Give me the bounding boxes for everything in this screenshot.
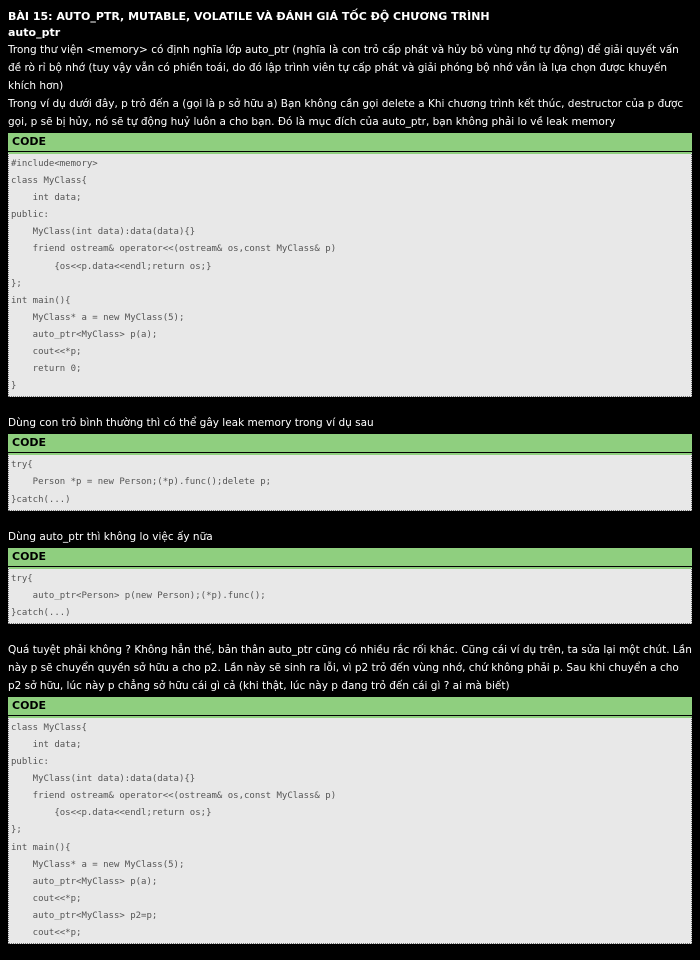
problem-paragraph: Quá tuyệt phải không ? Không hẳn thế, bản thân auto_ptr cũng có nhiều rắc rối khác. Cũng cái ví dụ trên, ta sửa lại một chút. Lần này p sẽ chuyển quyền sở hữu a cho p2. Lần này sẽ sinh ra lỗi, vì p2 trỏ đến vùng nhớ, chứ không phải p. Sau khi chuyển a cho p2 sở hữu, lúc này p chẳng sở hữu cái gì cả (khi thật, lúc này p đang trỏ đến cái gì ? ai mà biết) <box>8 643 692 692</box>
code-line: } <box>11 381 17 392</box>
code-line: Person *p = new Person;(*p).func();delete p; <box>11 477 272 488</box>
code-line: }catch(...) <box>11 494 71 505</box>
code-line: cout<<*p; <box>11 928 82 938</box>
code-block-1[interactable] <box>8 152 692 397</box>
code-line: MyClass* a = new MyClass(5); <box>11 859 185 870</box>
code-header: CODE <box>8 697 692 715</box>
intro-paragraph-2: Trong ví dụ dưới đây, p trỏ đến a (gọi là p sở hữu a) Bạn không cần gọi delete a Khi chương trình kết thúc, destructor của p được gọi, p sẽ bị hủy, nó sẽ tự động huỷ luôn a cho bạn. Đó là mục đích của auto_ptr, bạn không phải lo về leak memory <box>8 98 684 128</box>
code-header: CODE <box>8 434 692 452</box>
code-block-4[interactable] <box>8 716 692 944</box>
code-line: try{ <box>11 573 33 584</box>
code-line: }; <box>11 278 22 289</box>
code-line: #include<memory> <box>11 159 98 169</box>
code-line: friend ostream& operator<<(ostream& os,const MyClass& p) <box>11 791 337 802</box>
code-line: int main(){ <box>11 295 71 306</box>
code-line: return 0; <box>11 364 82 375</box>
section-heading: auto_ptr <box>8 26 61 39</box>
code-line: public: <box>11 210 49 221</box>
auto-ptr-paragraph: Dùng auto_ptr thì không lo việc ấy nữa <box>8 530 213 543</box>
code-line: try{ <box>11 460 33 471</box>
code-line: cout<<*p; <box>11 347 82 358</box>
leak-paragraph: Dùng con trỏ bình thường thì có thể gây leak memory trong ví dụ sau <box>8 417 374 430</box>
code-header: CODE <box>8 133 692 151</box>
intro-paragraph-1: Trong thư viện <memory> có định nghĩa lớp auto_ptr (nghĩa là con trỏ cấp phát và hủy bỏ vùng nhớ tự động) để giải quyết vấn đề rò rỉ bộ nhớ (tuy vậy vẫn có phiền toái, do đó lập trình viên tự cấp phát và giải phóng bộ nhớ vẫn là lựa chọn được khuyến khích hơn) <box>8 44 679 92</box>
lesson-title: BÀI 15: AUTO_PTR, MUTABLE, VOLATILE VÀ ĐÁNH GIÁ TỐC ĐỘ CHƯƠNG TRÌNH <box>8 10 490 23</box>
code-header: CODE <box>8 548 692 566</box>
code-line: MyClass(int data):data(data){} <box>11 227 196 238</box>
code-line: int main(){ <box>11 842 71 853</box>
code-line: {os<<p.data<<endl;return os;} <box>11 808 212 819</box>
code-line: friend ostream& operator<<(ostream& os,const MyClass& p) <box>11 244 337 255</box>
code-line: cout<<*p; <box>11 893 82 904</box>
code-block-2[interactable] <box>8 453 692 510</box>
code-line: class MyClass{ <box>11 176 87 187</box>
code-line: auto_ptr<MyClass> p(a); <box>11 876 158 887</box>
code-line: public: <box>11 757 49 768</box>
code-block-3[interactable] <box>8 567 692 624</box>
code-line: MyClass* a = new MyClass(5); <box>11 312 185 323</box>
code-line: int data; <box>11 193 82 204</box>
code-line: {os<<p.data<<endl;return os;} <box>11 261 212 272</box>
code-line: int data; <box>11 739 82 750</box>
code-line: }; <box>11 825 22 836</box>
code-line: auto_ptr<MyClass> p2=p; <box>11 910 158 921</box>
code-line: class MyClass{ <box>11 722 87 733</box>
code-line: }catch(...) <box>11 607 71 618</box>
code-line: auto_ptr<Person> p(new Person);(*p).func(); <box>11 590 266 601</box>
code-line: auto_ptr<MyClass> p(a); <box>11 329 158 340</box>
code-line: MyClass(int data):data(data){} <box>11 774 196 785</box>
